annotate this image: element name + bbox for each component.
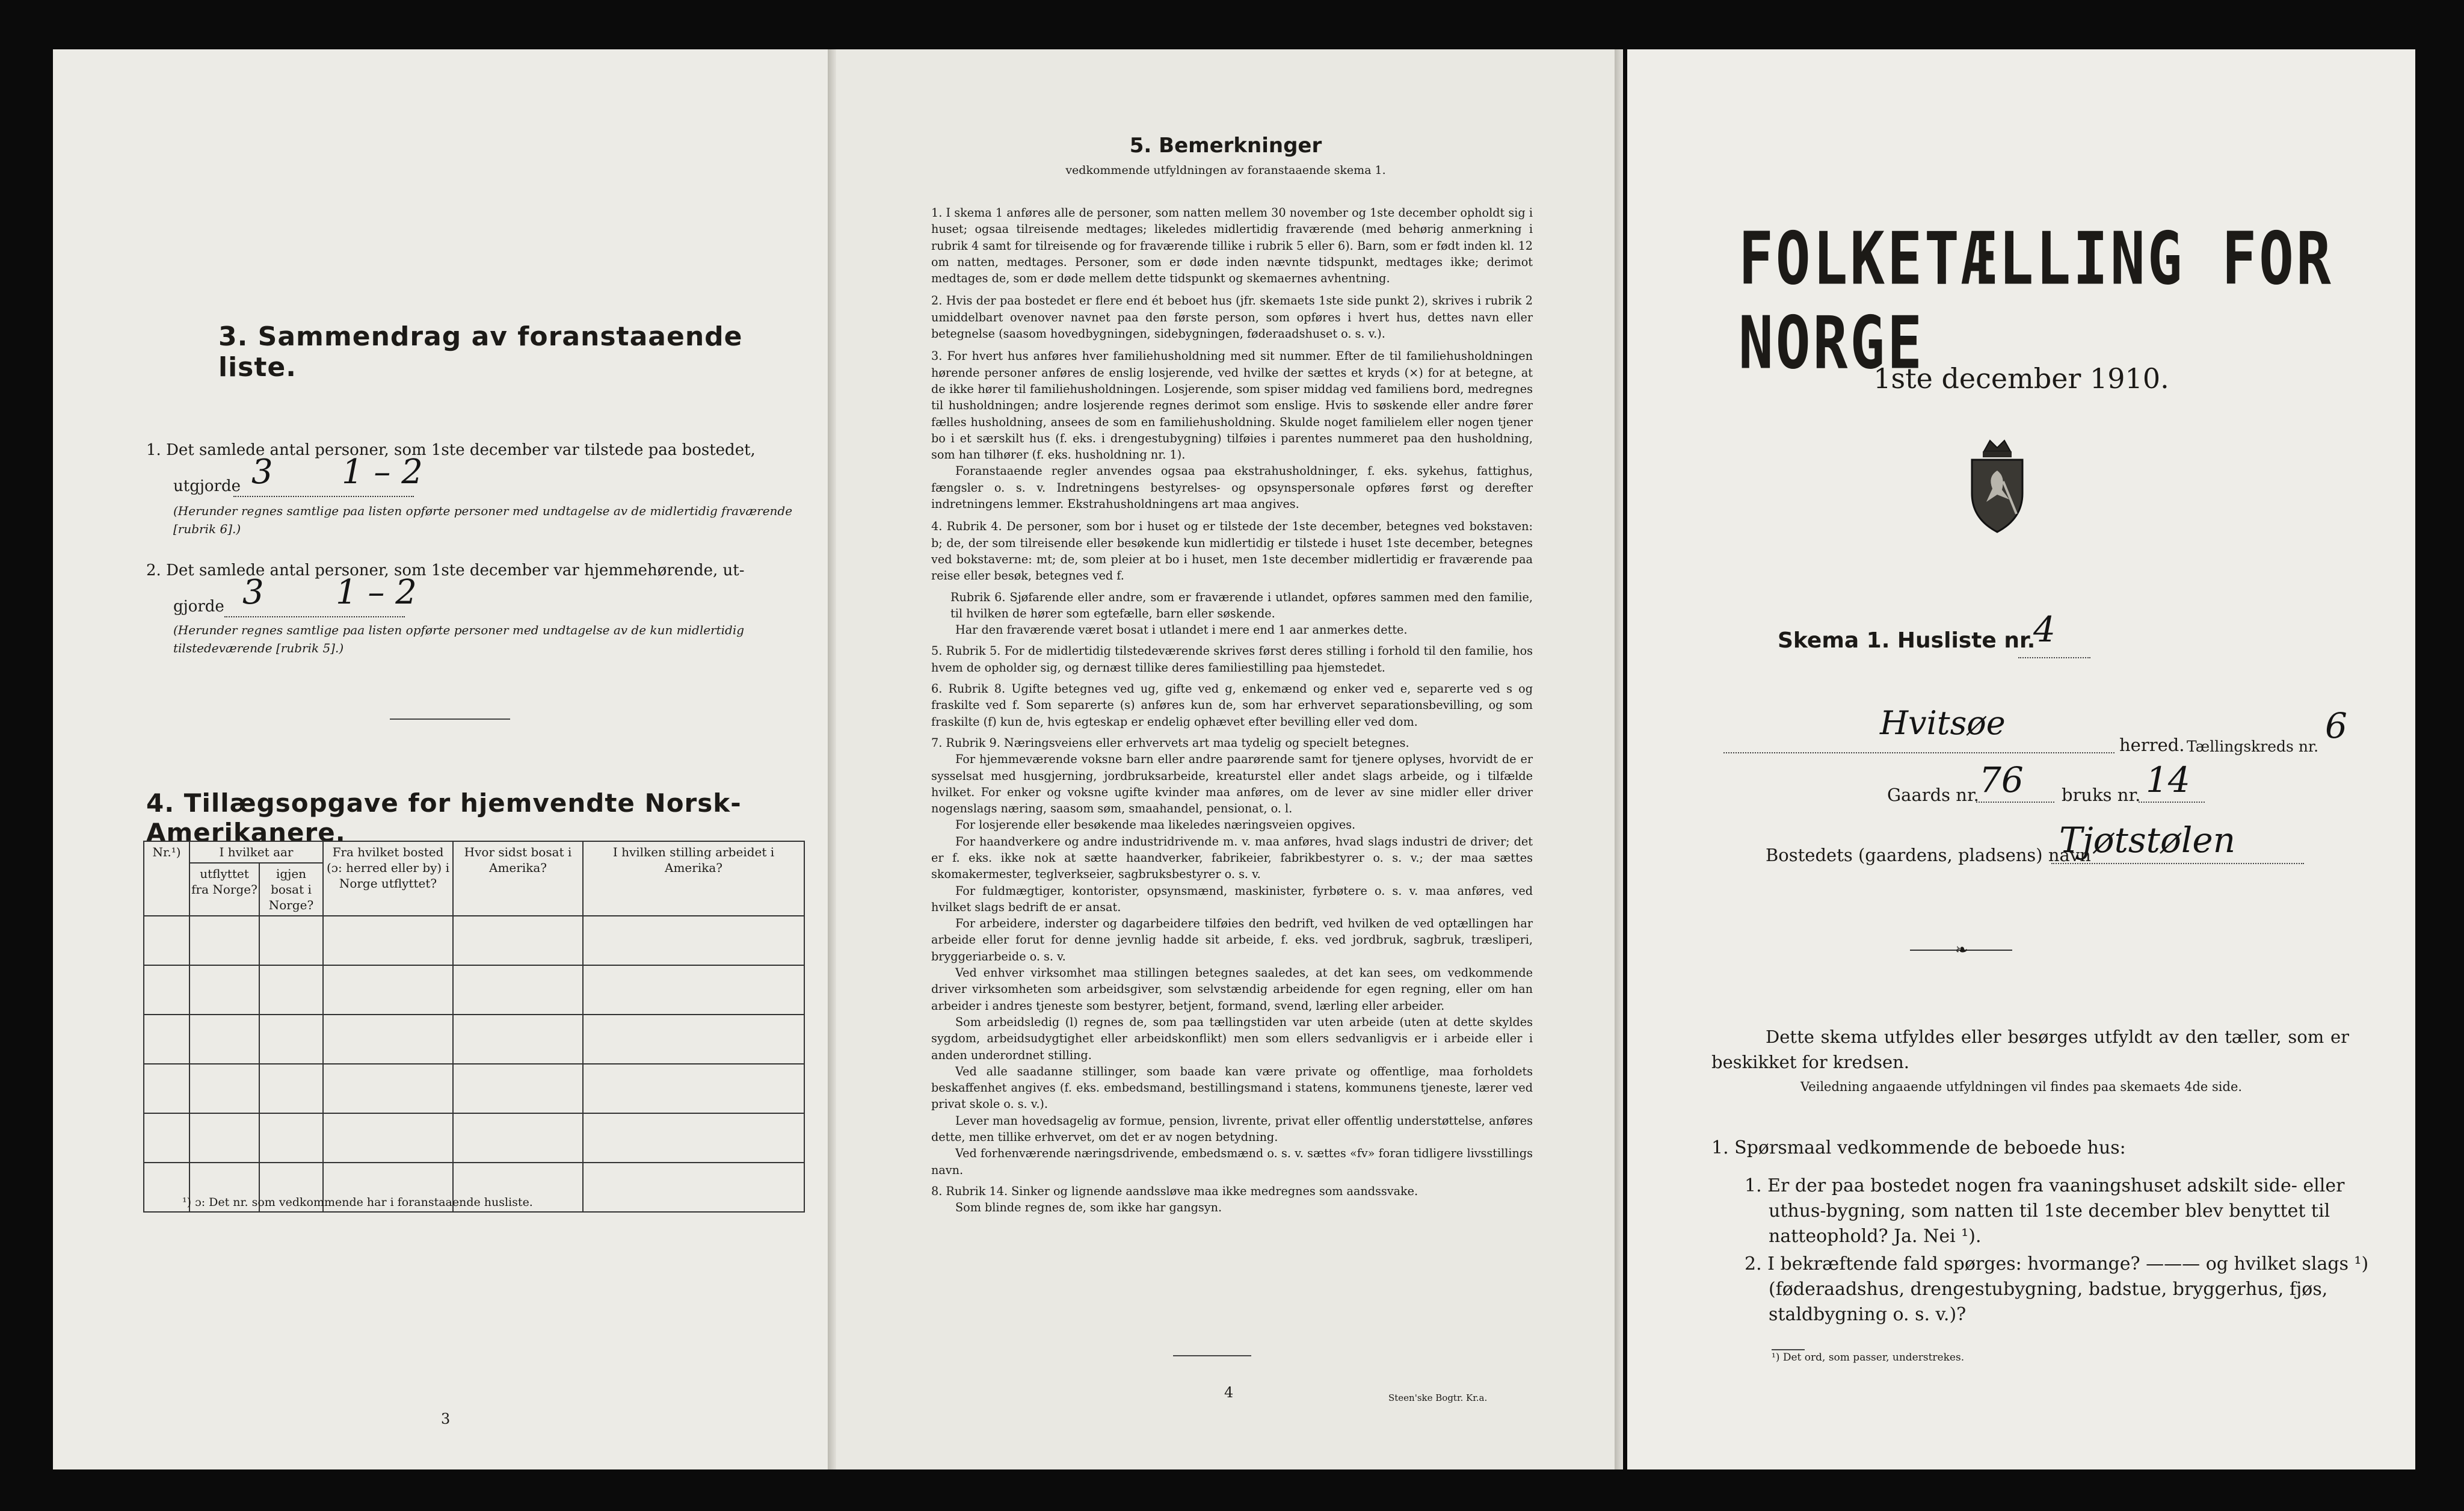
question1-2: 2. I bekræftende fald spørges: hvormange? ——— og hvilket slags ¹) (føderaadshus, drengestubygning, badstue, bryggerhus, fjøs, staldbygning o. s. v.)?: [1745, 1253, 2369, 1325]
bosted-handwritten: Tjøtstølen: [2059, 820, 2236, 861]
remark-7k: Ved forhenværende næringsdrivende, embedsmænd o. s. v. sættes «fv» foran tidligere livsstillings navn.: [931, 1146, 1533, 1177]
item2-handwritten-split: 1 – 2: [336, 573, 417, 612]
remark-6: 6. Rubrik 8. Ugifte betegnes ved ug, gifte ved g, enkemænd og enker ved e, separerte ved s og fraskilte ved f. Som separerte (s) anføres kun de, som har erhvervet separationsbevilling, og som fraskilte (f) kun de, hvis egteskap er endelig ophævet efter bevilling eller ved dom.: [931, 682, 1533, 729]
remark-8: 8. Rubrik 14. Sinker og lignende aandssløve maa ikke medregnes som aandssvake.: [931, 1184, 1418, 1198]
remark-4c: Har den fraværende været bosat i utlandet i mere end 1 aar anmerkes dette.: [955, 623, 1408, 637]
page-number: 4: [1224, 1384, 1234, 1401]
table-row: [144, 965, 804, 1015]
item1-text: 1. Det samlede antal personer, som 1ste december var tilstede paa bostedet,: [146, 441, 756, 459]
remark-7i: Ved alle saadanne stillinger, som baade kan være private og offentlige, maa forholdets beskaffenhet angives (f. eks. embedsmand, bestillingsmand i statens, kommunens tjeneste, lærer ved privat skole o. s. v.).: [931, 1064, 1533, 1111]
remark-7: 7. Rubrik 9. Næringsveiens eller erhvervets art maa tydelig og specielt betegnes.: [931, 735, 1409, 750]
coat-of-arms-icon: [1961, 434, 2033, 537]
husliste-nr-handwritten: 4: [2033, 609, 2056, 650]
remark-3b: Foranstaaende regler anvendes ogsaa paa ekstrahusholdninger, f. eks. sykehus, fattighus, fængsler o. s. v. Indretningens bestyrelses- og opsynspersonale opføres først og derefter indretningens lemmer. Ekstrahusholdningens art maa angives.: [931, 464, 1533, 511]
table-row: [144, 1015, 804, 1064]
page-number: 3: [441, 1411, 451, 1427]
herred-dotline: [1723, 752, 2114, 753]
husliste-dotline: [2018, 657, 2090, 658]
page-left: [53, 49, 829, 1469]
item1-note: (Herunder regnes samtlige paa listen opførte personer med undtagelse av de midlertidig fraværende [rubrik 6].): [173, 504, 793, 536]
footnote: ¹) Det ord, som passer, understrekes.: [1772, 1352, 1965, 1364]
col-igjen: igjen bosat i Norge?: [259, 863, 323, 916]
bruks-handwritten: 14: [2146, 759, 2190, 800]
gaards-handwritten: 76: [1979, 759, 2024, 800]
col-stilling: I hvilken stilling arbeidet i Amerika?: [583, 841, 804, 916]
question1-heading: 1. Spørsmaal vedkommende de beboede hus:: [1711, 1137, 2126, 1158]
kreds-handwritten: 6: [2325, 705, 2347, 746]
question1-1: 1. Er der paa bostedet nogen fra vaaningshuset adskilt side- eller uthus-bygning, som natten til 1ste december blev benyttet til natteophold? Ja. Nei ¹).: [1745, 1175, 2345, 1247]
bosted-label: Bostedets (gaardens, pladsens) navn: [1766, 845, 2091, 865]
item2-dotline: [224, 616, 405, 617]
skema-label: Skema 1. Husliste nr.: [1778, 628, 2036, 653]
col-hvor-sidst: Hvor sidst bosat i Amerika?: [453, 841, 583, 916]
item1-utgjorde-label: utgjorde: [173, 477, 241, 495]
remark-3: 3. For hvert hus anføres hver familiehusholdning med sit nummer. Efter de til familiehusholdningen hørende personer anføres de enslig losjerende, ved hvilke der sættes et kryds (×) for at betegne, at de ikke hører til familiehusholdningen. Losjerende, som spiser middag ved familiens bord, medregnes til husholdningen; andre losjerende regnes derimot som enslige. Hvis to søskende eller andre fører fælles husholdning, ansees de som en familiehusholdning. Skulde noget familielem eller nogen tjener bo i et særskilt hus (f. eks. i drengestubygning) tilføies i parentes nummeret paa den husholdning, som han tilhører (f. eks. husholdning nr. 1).: [931, 349, 1533, 462]
herred-handwritten: Hvitsøe: [1880, 704, 2006, 742]
item1-dotline: [233, 496, 414, 497]
remark-7e: For fuldmægtiger, kontorister, opsynsmænd, maskinister, fyrbøtere o. s. v. maa anføres, ved hvilket slags bedrift de er ansat.: [931, 883, 1533, 914]
col-year-group: I hvilket aar: [189, 841, 323, 863]
page-fold: [828, 49, 836, 1469]
table-row: [144, 1113, 804, 1163]
bruks-label: bruks nr.: [2062, 785, 2141, 805]
section4-title: 4. Tillægsopgave for hjemvendte Norsk-Amerikanere.: [146, 788, 742, 847]
item1-handwritten-total: 3: [251, 453, 273, 492]
bemerkninger-body: [931, 205, 1533, 1216]
intro-text: Dette skema utfyldes eller besørges utfyldt av den tæller, som er beskikket for kredsen.: [1711, 1027, 2349, 1072]
gaards-dotline: [1976, 802, 2054, 803]
col-utflyttet: utflyttet fra Norge?: [189, 863, 259, 916]
remark-7g: Ved enhver virksomhet maa stillingen betegnes saaledes, at det kan sees, om vedkommende driver virksomheten som arbeidsgiver, som selvstændig arbeidende for egen regning, eller om han arbeider i andres tjeneste som bestyrer, betjent, formand, svend, lærling eller arbeider.: [931, 966, 1533, 1013]
remark-5: 5. Rubrik 5. For de midlertidig tilstedeværende skrives først deres stilling i forhold til den familie, hos hvem de opholder sig, og dernæst tillike deres familiestilling paa hjemstedet.: [931, 644, 1533, 675]
remark-7d: For haandverkere og andre industridrivende m. v. maa anføres, hvad slags industri de driver; det er f. eks. ikke nok at sætte haandverker, fabrikeier, fabrikbestyrer o. s. v.; der maa sættes skomakermester, teglverkseier, sagbruksbestyrer o. s. v.: [931, 834, 1533, 882]
norsk-amerikanere-table: [143, 841, 805, 1213]
kreds-label: Tællingskreds nr.: [2187, 738, 2319, 755]
remark-7f: For arbeidere, inderster og dagarbeidere tilføies den bedrift, ved hvilken de ved optællingen har arbeide eller forut for denne jevnlig hadde sit arbeide, f. eks. ved jordbruk, sagbruk, træsliperi, bryggeriarbeide o. s. v.: [931, 916, 1533, 963]
remark-4b: Rubrik 6. Sjøfarende eller andre, som er fraværende i utlandet, opføres sammen med den familie, til hvilken de hører som egtefælle, barn eller søskende.: [950, 590, 1533, 620]
divider: [1173, 1355, 1251, 1356]
section3-title: 3. Sammendrag av foranstaaende liste.: [218, 321, 743, 383]
col-nr: Nr.¹): [144, 841, 189, 916]
form-title: FOLKETÆLLING FOR NORGE: [1739, 217, 2333, 385]
item2-text: 2. Det samlede antal personer, som 1ste december var hjemmehørende, ut-: [146, 561, 745, 579]
bemerkninger-subtitle: vedkommende utfyldningen av foranstaaende skema 1.: [1065, 164, 1386, 177]
veiledning-text: Veiledning angaaende utfyldningen vil findes paa skemaets 4de side.: [1800, 1080, 2243, 1094]
remark-4: 4. Rubrik 4. De personer, som bor i huset og er tilstede der 1ste december, betegnes ved bokstaven: b; de, der som tilreisende eller besøkende kun midlertidig er tilstede i huset 1ste december, betegnes ved bokstaverne: mt; de, som pleier at bo i huset, men 1ste december midlertidig er fraværende paa reise eller besøk, betegnes ved f.: [931, 519, 1533, 583]
remark-7h: Som arbeidsledig (l) regnes de, som paa tællingstiden var uten arbeide (uten at dette skyldes sygdom, arbeidsudygtighet eller arbeidskonflikt) men som ellers sedvanligvis er i arbeide eller i anden underordnet stilling.: [931, 1015, 1533, 1062]
bemerkninger-title: 5. Bemerkninger: [1129, 134, 1322, 158]
page-right: [1627, 49, 2415, 1469]
item2-handwritten-total: 3: [242, 573, 264, 612]
item2-note: (Herunder regnes samtlige paa listen opførte personer med undtagelse av de kun midlertidig tilstedeværende [rubrik 5].): [173, 623, 745, 655]
remark-7b: For hjemmeværende voksne barn eller andre paarørende samt for tjenere oplyses, hvorvidt de er sysselsat med husgjerning, jordbruksarbeide, kreaturstel eller andet slags arbeide, og i tilfælde hvilket. For enker og voksne ugifte kvinder maa anføres, om de lever av sine midler eller driver nogenslags næring, saasom søm, smaahandel, pensionat, o. l.: [931, 752, 1533, 816]
remark-1: 1. I skema 1 anføres alle de personer, som natten mellem 30 november og 1ste december opholdt sig i huset; ogsaa tilreisende medtages; likeledes midlertidig fraværende (med behørig anmerkning i rubrik 4 samt for tilreisende og for fraværende tillike i rubrik 5 eller 6). Barn, som er født inden kl. 12 om natten, medtages. Personer, som er døde inden nævnte tidspunkt, medtages ikke; derimot medtages de, som er døde mellem dette tidspunkt og skemaernes avhentning.: [931, 206, 1533, 286]
remark-7j: Lever man hovedsagelig av formue, pension, livrente, privat eller offentlig understøttelse, anføres dette, men tillike erhvervet, om det er av nogen betydning.: [931, 1113, 1533, 1145]
table-row: [144, 916, 804, 965]
herred-label: herred.: [2119, 735, 2185, 755]
printer-imprint: Steen'ske Bogtr. Kr.a.: [1388, 1392, 1488, 1403]
ornament-icon: ❧: [1955, 941, 1968, 959]
remark-2: 2. Hvis der paa bostedet er flere end ét beboet hus (jfr. skemaets 1ste side punkt 2), skrives i rubrik 2 umiddelbart ovenover navnet paa den første person, som opføres i hvert hus, dettes navn eller betegnelse (saasom hovedbygningen, sidebygningen, føderaadshuset o. s. v.).: [931, 294, 1533, 341]
bosted-dotline: [2051, 863, 2304, 864]
remark-7c: For losjerende eller besøkende maa likeledes næringsveien opgives.: [955, 818, 1356, 832]
census-date: 1ste december 1910.: [1873, 362, 2169, 395]
footnote: ¹) ɔ: Det nr. som vedkommende har i foranstaaende husliste.: [182, 1196, 533, 1209]
bruks-dotline: [2139, 802, 2205, 803]
remark-8b: Som blinde regnes de, som ikke har gangsyn.: [955, 1200, 1222, 1215]
page-fold: [1615, 49, 1623, 1469]
page-middle: [836, 49, 1615, 1469]
col-fra-bosted: Fra hvilket bosted (ɔ: herred eller by) i Norge utflyttet?: [323, 841, 453, 916]
item1-handwritten-split: 1 – 2: [342, 453, 423, 492]
gaards-label: Gaards nr.: [1887, 785, 1979, 805]
table-row: [144, 1064, 804, 1113]
item2-utgjorde-label: gjorde: [173, 598, 224, 616]
footnote-rule: [1772, 1349, 1805, 1350]
divider: [390, 718, 510, 720]
